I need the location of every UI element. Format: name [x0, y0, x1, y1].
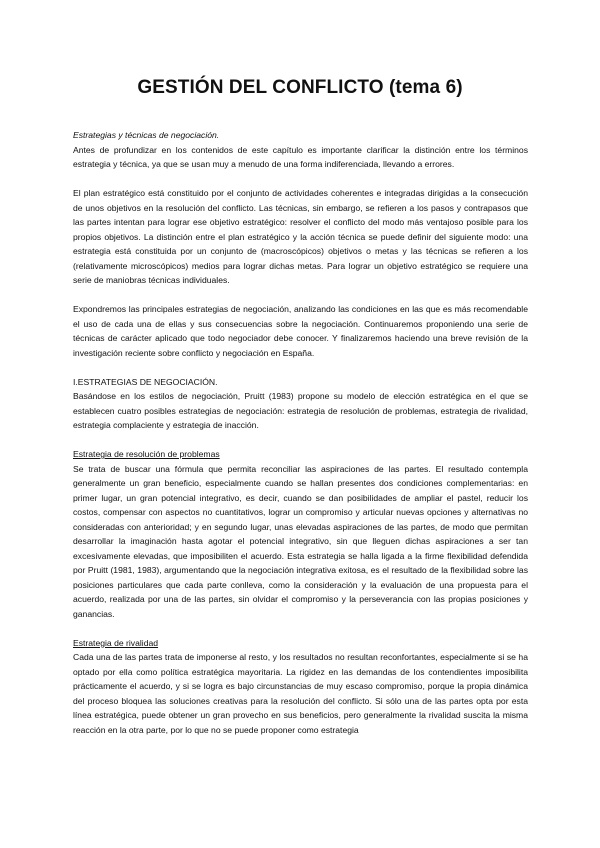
subsection-problem-solving-paragraph: Se trata de buscar una fórmula que permita reconciliar las aspiraciones de las partes. El resultado contempla generalmente un gran beneficio, especialmente cuando se hallan presentes dos condiciones complementarias: en primer lugar, un gran potencial integrativo, es decir, cuando se dan posibilidades de ampliar el pastel, reducir los costos, compensar con aspectos no cuantitativos, lograr un compromiso y articular nuevas opciones y alternativas no consideradas con anterioridad; y en segundo lugar, unas elevadas aspiraciones de las partes, de modo que permitan desarrollar la imaginación hasta agotar el potencial integrativo, sin que lleguen dichas aspiraciones a ser tan excesivamente elevadas, que imposibiliten el acuerdo. Esta estrategia se halla ligada a la firme flexibilidad defendida por Pruitt (1981, 1983), argumentando que la negociación integrativa exitosa, es el resultado de la flexibilidad sobre las posiciones particulares que cada parte conlleva, como la consideración y la evaluación de una propuesta para el acuerdo, realizada por una de las partes, sin olvidar el compromiso y la perseverancia con las propias posiciones y ganancias.	[73, 463, 528, 619]
section-1-paragraph: Basándose en los estilos de negociación, Pruitt (1983) propone su modelo de elección estratégica en el que se establecen cuatro posibles estrategias de negociación: estrategia de resolución de problemas, estrategia de rivalidad, estrategia complaciente y estrategia de inacción.	[73, 391, 528, 430]
document-body	[73, 128, 528, 737]
section-1-heading: I.ESTRATEGIAS DE NEGOCIACIÓN.	[73, 376, 218, 387]
subsection-rivalry-paragraph: Cada una de las partes trata de imponerse al resto, y los resultados no resultan reconfortantes, especialmente si se ha optado por ella como política estratégica mayoritaria. La rigidez en las demandas de los contendientes imposibilita prácticamente el acuerdo, y si se logra es bajo circunstancias de muy escaso compromiso, porque la propia dinámica del proceso bloquea las soluciones creativas para la resolución del conflicto. Si sólo una de las partes opta por esta línea estratégica, puede obtener un gran provecho en sus beneficios, pero generalmente la rivalidad suscita la misma reacción en la otra parte, por lo que no se puede proponer como estrategia	[73, 652, 528, 735]
intro-paragraph-2: El plan estratégico está constituido por el conjunto de actividades coherentes e integradas dirigidas a la consecución de unos objetivos en la resolución del conflicto. Las técnicas, sin embargo, se refieren a los pasos y contrapasos que las partes intentan para lograr ese objetivo estratégico: resolver el conflicto del modo más ventajoso posible para los propios objetivos. La distinción entre el plan estratégico y la acción técnica se puede definir del siguiente modo: una estrategia está constituida por un conjunto de (macroscópicos) objetivos o metas y las técnicas se refieren a los (relativamente microscópicos) medios para lograr dichas metas. Para lograr un objetivo estratégico se requiere una serie de maniobras técnicas individuales.	[73, 188, 528, 285]
page-title: GESTIÓN DEL CONFLICTO (tema 6)	[137, 77, 463, 98]
intro-paragraph-1: Antes de profundizar en los contenidos de este capítulo es importante clarificar la distinción entre los términos estrategia y técnica, ya que se usan muy a menudo de una forma indiferenciada, llevando a errores.	[73, 144, 528, 169]
intro-heading: Estrategias y técnicas de negociación.	[73, 130, 220, 140]
subsection-problem-solving-heading: Estrategia de resolución de problemas	[73, 449, 220, 459]
subsection-rivalry-heading: Estrategia de rivalidad	[73, 637, 159, 648]
intro-paragraph-3: Expondremos las principales estrategias de negociación, analizando las condiciones en las que es más recomendable el uso de cada una de ellas y sus consecuencias sobre la negociación. Continuaremos proponiendo una serie de técnicas de carácter aplicado que todo negociador debe conocer. Y finalizaremos haciendo una breve revisión de la investigación reciente sobre conflicto y negociación en España.	[73, 304, 528, 358]
